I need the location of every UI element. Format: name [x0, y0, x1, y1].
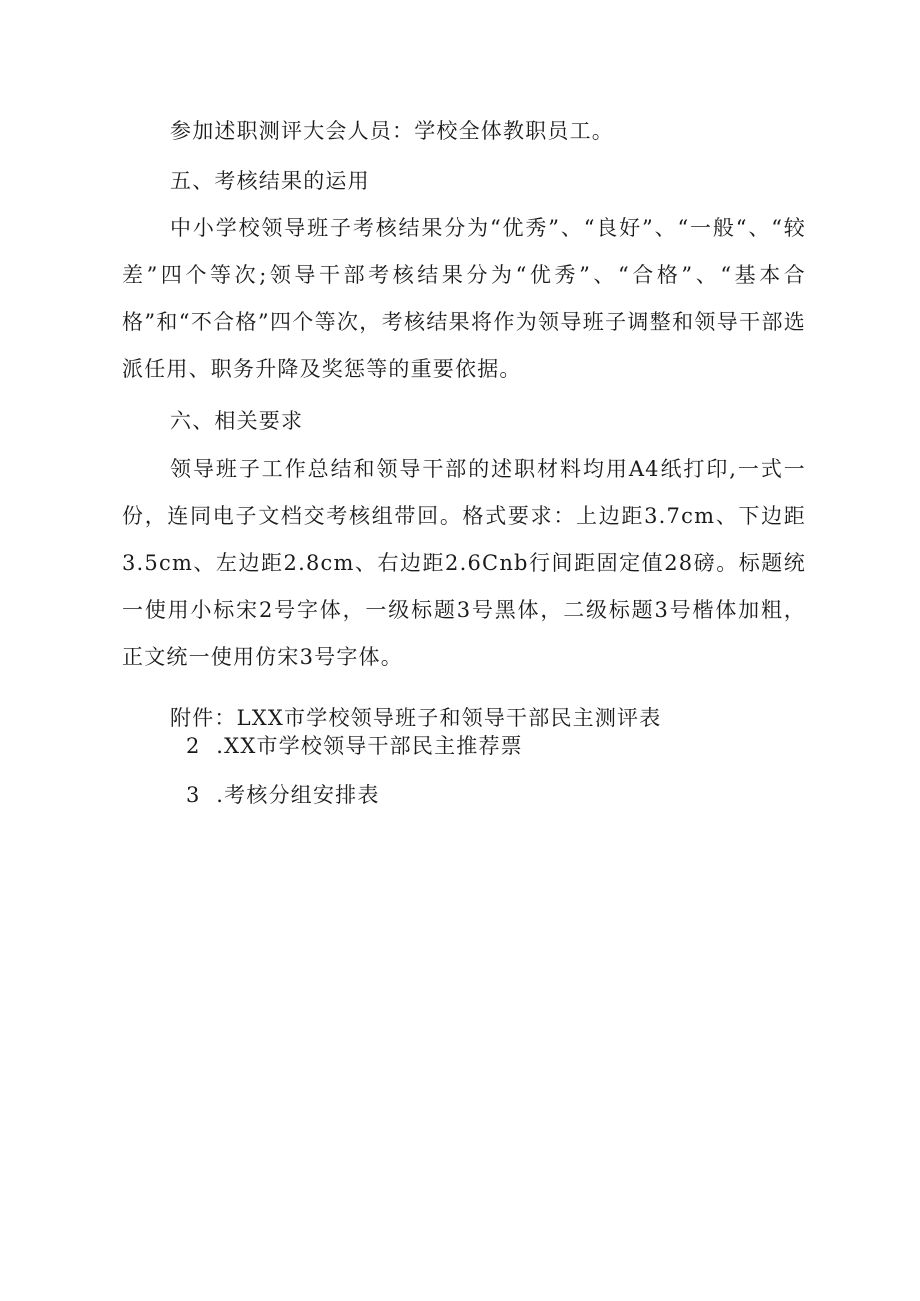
attachment-line-3: 3 .考核分组安排表 [186, 783, 380, 807]
attachment-line-1: 附件：LXX市学校领导班子和领导干部民主测评表 [170, 706, 662, 730]
paragraph-requirements: 领导班子工作总结和领导干部的述职材料均用A4纸打印,一式一份，连同电子文档交考核组带回。格式要求：上边距3.7cm、下边距3.5cm、左边距2.8cm、右边距2.6Cnb行间距固定值28磅。标题统一使用小标宋2号字体，一级标题3号黑体，二级标题3号楷体加粗，正文统一使用仿宋3号字体。 [122, 457, 806, 669]
section-heading-6: 六、相关要求 [170, 409, 304, 433]
attachment-line-2: 2 .XX市学校领导干部民主推荐票 [186, 734, 523, 758]
section-heading-5: 五、考核结果的运用 [170, 169, 370, 193]
paragraph-results-usage: 中小学校领导班子考核结果分为“优秀”、“良好”、“一般“、“较差”四个等次;领导干部考核结果分为“优秀”、“合格”、“基本合格”和“不合格”四个等次，考核结果将作为领导班子调整和领导干部选派任用、职务升降及奖惩等的重要依据。 [122, 216, 806, 381]
paragraph-attendees: 参加述职测评大会人员：学校全体教职员工。 [170, 119, 614, 143]
